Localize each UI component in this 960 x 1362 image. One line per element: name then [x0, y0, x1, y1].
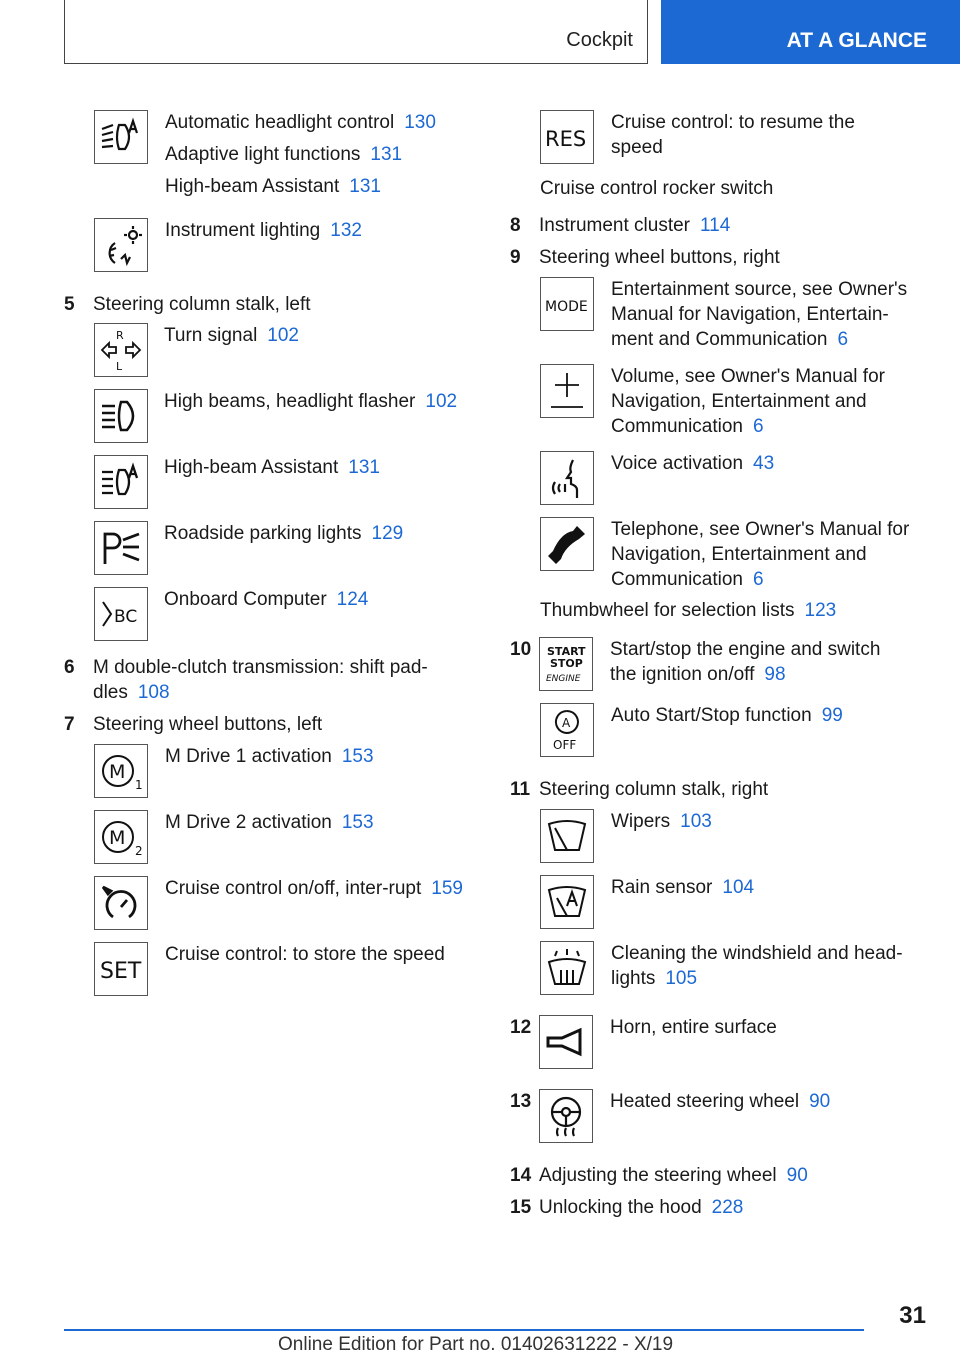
start-stop-icon [539, 637, 593, 691]
svg-text:L: L [116, 360, 123, 372]
list-item: Roadside parking lights 129 [94, 521, 464, 575]
parking-lights-icon [94, 521, 148, 575]
list-item: Volume, see Owner's Manual for Navigation, Entertainment and Communication 6 [540, 364, 940, 439]
list-item: Voice activation 43 [540, 451, 940, 505]
header-chapter-box [661, 0, 960, 64]
svg-text:MODE: MODE [545, 299, 588, 315]
wipers-icon [540, 809, 594, 863]
list-item: Cleaning the windshield and head-lights 105 [540, 941, 940, 995]
svg-text:RES: RES [545, 127, 587, 151]
list-item: Cruise control on/off, inter-rupt 159 [94, 876, 464, 930]
mode-icon [540, 277, 594, 331]
auto-headlight-icon [94, 110, 148, 164]
rocker-switch-label: Cruise control rocker switch [540, 178, 774, 199]
instrument-lighting-icon [94, 218, 148, 272]
cruise-control-icon [94, 876, 148, 930]
high-beam-assistant-icon [94, 455, 148, 509]
list-item: Thumbwheel for selection lists 123 [540, 600, 837, 621]
set-icon [94, 942, 148, 996]
page-number: 31 [899, 1302, 926, 1329]
svg-text:R: R [116, 329, 124, 342]
list-item: 5 Steering column stalk, left [64, 294, 311, 315]
rain-sensor-icon [540, 875, 594, 929]
svg-text:M: M [109, 761, 126, 783]
list-item: MODE Entertainment source, see Owner's Manual for Navigation, Entertain-ment and Communication 6 [540, 277, 940, 352]
list-item: 12 Horn, entire surface [510, 1015, 940, 1069]
list-item: Instrument lighting 132 [94, 218, 464, 272]
list-item: SET Cruise control: to store the speed [94, 942, 464, 996]
list-item: 13 Heated steering wheel 90 [510, 1089, 940, 1143]
footer-divider [64, 1329, 864, 1331]
list-item: 15 Unlocking the hood 228 [510, 1197, 744, 1218]
list-item: Rain sensor 104 [540, 875, 940, 929]
list-item: M 1 M Drive 1 activation 153 [94, 744, 464, 798]
list-item: Telephone, see Owner's Manual for Navigation, Entertainment and Communication 6 [540, 517, 940, 592]
heated-steering-wheel-icon [539, 1089, 593, 1143]
list-item: Automatic headlight control 130 Adaptive light functions 131 High-beam Assistant 131 [94, 110, 464, 206]
list-item: 10 START STOP ENGINE Start/stop the engine and switch the ignition on/off 98 [510, 637, 940, 691]
telephone-icon [540, 517, 594, 571]
footer-text: Online Edition for Part no. 01402631222 - X/19 [278, 1334, 674, 1355]
svg-text:STOP: STOP [550, 657, 583, 670]
header-section: Cockpit [566, 29, 633, 51]
onboard-computer-icon [94, 587, 148, 641]
washer-icon [540, 941, 594, 995]
header-section-box [64, 0, 648, 64]
list-item: RES Cruise control: to resume the speed [540, 110, 940, 164]
voice-activation-icon [540, 451, 594, 505]
svg-text:SET: SET [100, 959, 142, 984]
auto-start-stop-icon [540, 703, 594, 757]
list-item: 6 M double-clutch transmission: shift pad-dles 108 [64, 657, 428, 703]
res-icon [540, 110, 594, 164]
m-drive-2-icon [94, 810, 148, 864]
list-item: R L Turn signal 102 [94, 323, 464, 377]
svg-text:START: START [547, 645, 586, 658]
turn-signal-icon [94, 323, 148, 377]
svg-text:M: M [109, 827, 126, 849]
list-item: 11 Steering column stalk, right [510, 779, 769, 800]
list-item: Wipers 103 [540, 809, 940, 863]
list-item: M 2 M Drive 2 activation 153 [94, 810, 464, 864]
right-column [510, 110, 940, 1227]
horn-icon [539, 1015, 593, 1069]
list-item: 8 Instrument cluster 114 [510, 215, 731, 236]
volume-icon [540, 364, 594, 418]
list-item: BC Onboard Computer 124 [94, 587, 464, 641]
left-column [64, 110, 464, 1008]
list-item: A OFF Auto Start/Stop function 99 [540, 703, 940, 757]
list-item: High beams, headlight flasher 102 [94, 389, 464, 443]
m-drive-1-icon [94, 744, 148, 798]
svg-text:1: 1 [135, 778, 143, 792]
list-item: 7 Steering wheel buttons, left [64, 714, 323, 735]
svg-text:2: 2 [135, 844, 143, 858]
header-chapter: AT A GLANCE [786, 29, 927, 52]
list-item: 14 Adjusting the steering wheel 90 [510, 1165, 808, 1186]
high-beam-icon [94, 389, 148, 443]
list-item: 9 Steering wheel buttons, right [510, 247, 780, 268]
svg-text:OFF: OFF [553, 738, 577, 752]
svg-text:A: A [562, 716, 571, 730]
svg-text:ENGINE: ENGINE [546, 674, 581, 684]
list-item: High-beam Assistant 131 [94, 455, 464, 509]
svg-text:BC: BC [114, 607, 138, 627]
